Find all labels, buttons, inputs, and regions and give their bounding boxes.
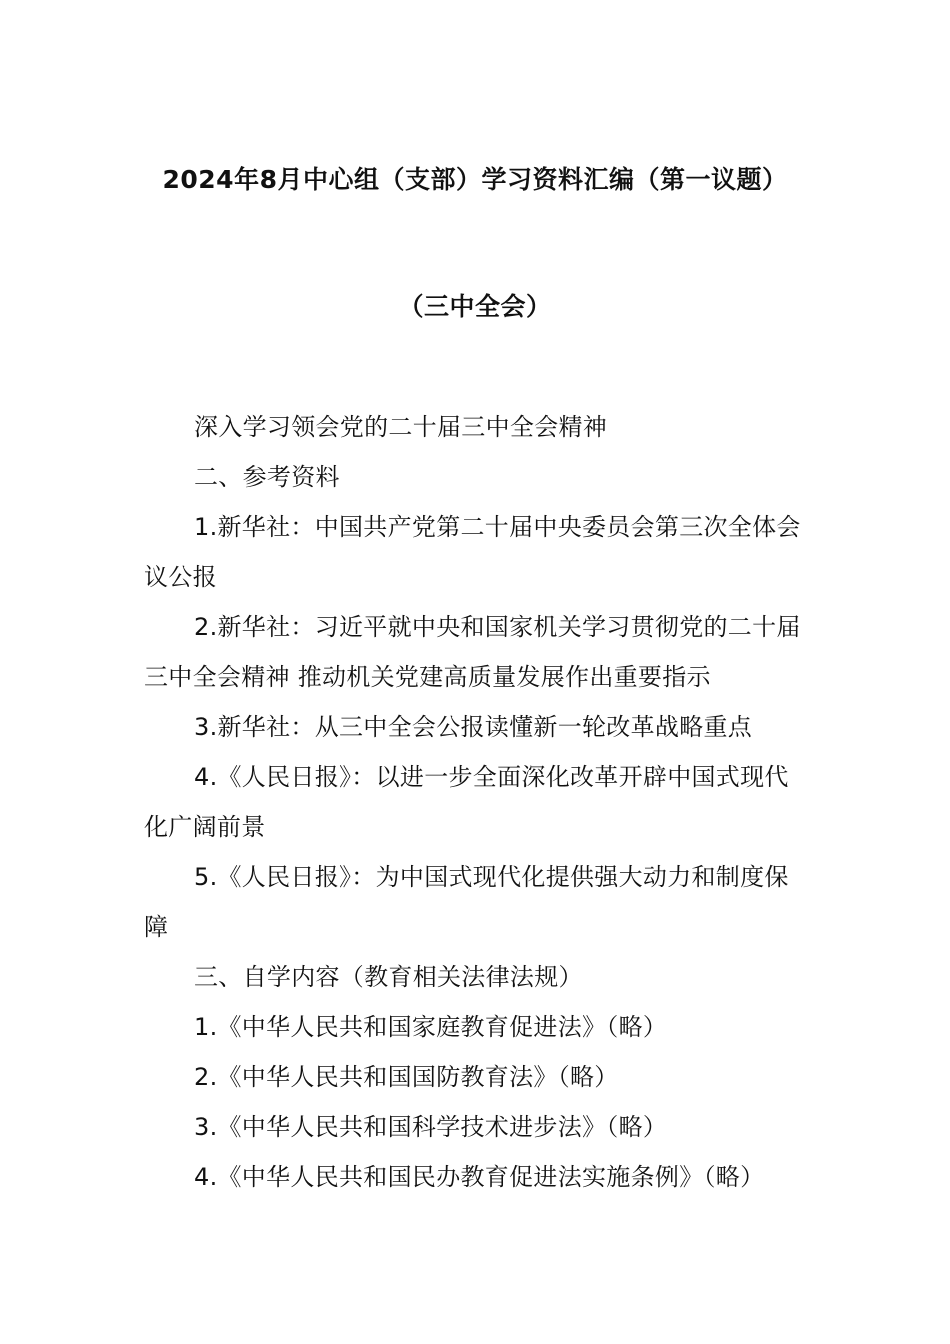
section-heading-references: 二、参考资料 bbox=[194, 463, 340, 491]
self-study-item: 2.《中华人民共和国国防教育法》（略） bbox=[194, 1063, 619, 1091]
self-study-item: 1.《中华人民共和国家庭教育促进法》（略） bbox=[194, 1013, 668, 1041]
paragraph-study-spirit: 深入学习领会党的二十届三中全会精神 bbox=[194, 413, 608, 441]
document-body bbox=[144, 402, 810, 1202]
reference-item: 3.新华社：从三中全会公报读懂新一轮改革战略重点 bbox=[194, 713, 753, 741]
reference-item: 5.《人民日报》：为中国式现代化提供强大动力和制度保障 bbox=[144, 863, 789, 941]
document-subtitle: （三中全会） bbox=[398, 292, 552, 321]
self-study-item: 3.《中华人民共和国科学技术进步法》（略） bbox=[194, 1113, 668, 1141]
document-title: 2024年8月中心组（支部）学习资料汇编（第一议题） bbox=[162, 165, 788, 194]
reference-item: 1.新华社：中国共产党第二十届中央委员会第三次全体会议公报 bbox=[144, 513, 801, 591]
reference-item: 4.《人民日报》：以进一步全面深化改革开辟中国式现代化广阔前景 bbox=[144, 763, 789, 841]
section-heading-self-study: 三、自学内容（教育相关法律法规） bbox=[194, 963, 583, 991]
reference-item: 2.新华社：习近平就中央和国家机关学习贯彻党的二十届三中全会精神 推动机关党建高质量发展作出重要指示 bbox=[144, 613, 801, 691]
self-study-item: 4.《中华人民共和国民办教育促进法实施条例》（略） bbox=[194, 1163, 765, 1191]
